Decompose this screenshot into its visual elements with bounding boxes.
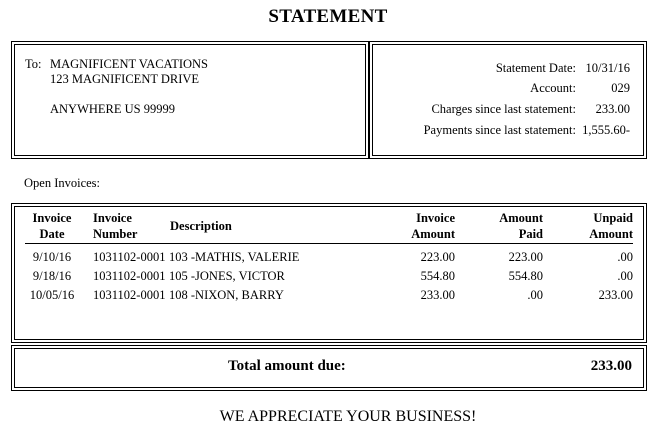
header-invoice-amount: Invoice Amount [411, 211, 455, 241]
cell-description: 105 -JONES, VICTOR [169, 269, 285, 283]
header-description: Description [170, 219, 232, 233]
header-invoice-number: Invoice Number [93, 211, 138, 241]
table-row [0, 269, 656, 287]
cell-date: 9/10/16 [32, 250, 72, 264]
payments-label: Payments since last statement: [423, 123, 576, 137]
statement-info-box [369, 41, 647, 159]
cell-number: 1031102-0001 [93, 269, 166, 283]
account-label: Account: [530, 81, 576, 95]
address-line-1: MAGNIFICENT VACATIONS [50, 57, 209, 71]
cell-amount: 223.00 [420, 250, 455, 264]
cell-paid: 554.80 [508, 269, 543, 283]
header-invoice-date: Invoice Date [32, 211, 72, 241]
cell-unpaid: .00 [617, 269, 633, 283]
address-line-2: 123 MAGNIFICENT DRIVE [50, 72, 200, 86]
cell-paid: 223.00 [508, 250, 543, 264]
header-divider [25, 243, 633, 244]
account-value: 029 [611, 81, 630, 95]
cell-description: 103 -MATHIS, VALERIE [169, 250, 300, 264]
table-row [0, 288, 656, 306]
cell-date: 10/05/16 [29, 288, 75, 302]
charges-value: 233.00 [595, 102, 630, 116]
cell-unpaid: 233.00 [598, 288, 633, 302]
statement-date-value: 10/31/16 [585, 61, 630, 75]
header-amount-paid: Amount Paid [499, 211, 543, 241]
to-label: To: [25, 57, 42, 71]
cell-description: 108 -NIXON, BARRY [169, 288, 284, 302]
statement-date-label: Statement Date: [495, 61, 576, 75]
cell-unpaid: .00 [617, 250, 633, 264]
cell-number: 1031102-0001 [93, 288, 166, 302]
page-title: STATEMENT [268, 6, 388, 27]
open-invoices-label: Open Invoices: [24, 176, 101, 190]
payments-value: 1,555.60- [582, 123, 630, 137]
total-amount-label: Total amount due: [228, 358, 346, 374]
total-amount-value: 233.00 [590, 358, 632, 374]
table-row [0, 250, 656, 268]
cell-amount: 233.00 [420, 288, 455, 302]
header-unpaid-amount: Unpaid Amount [589, 211, 633, 241]
cell-amount: 554.80 [420, 269, 455, 283]
address-line-3: ANYWHERE US 99999 [50, 102, 175, 116]
cell-number: 1031102-0001 [93, 250, 166, 264]
charges-label: Charges since last statement: [431, 102, 576, 116]
cell-date: 9/18/16 [32, 269, 72, 283]
footer-message: WE APPRECIATE YOUR BUSINESS! [219, 408, 477, 425]
cell-paid: .00 [527, 288, 543, 302]
